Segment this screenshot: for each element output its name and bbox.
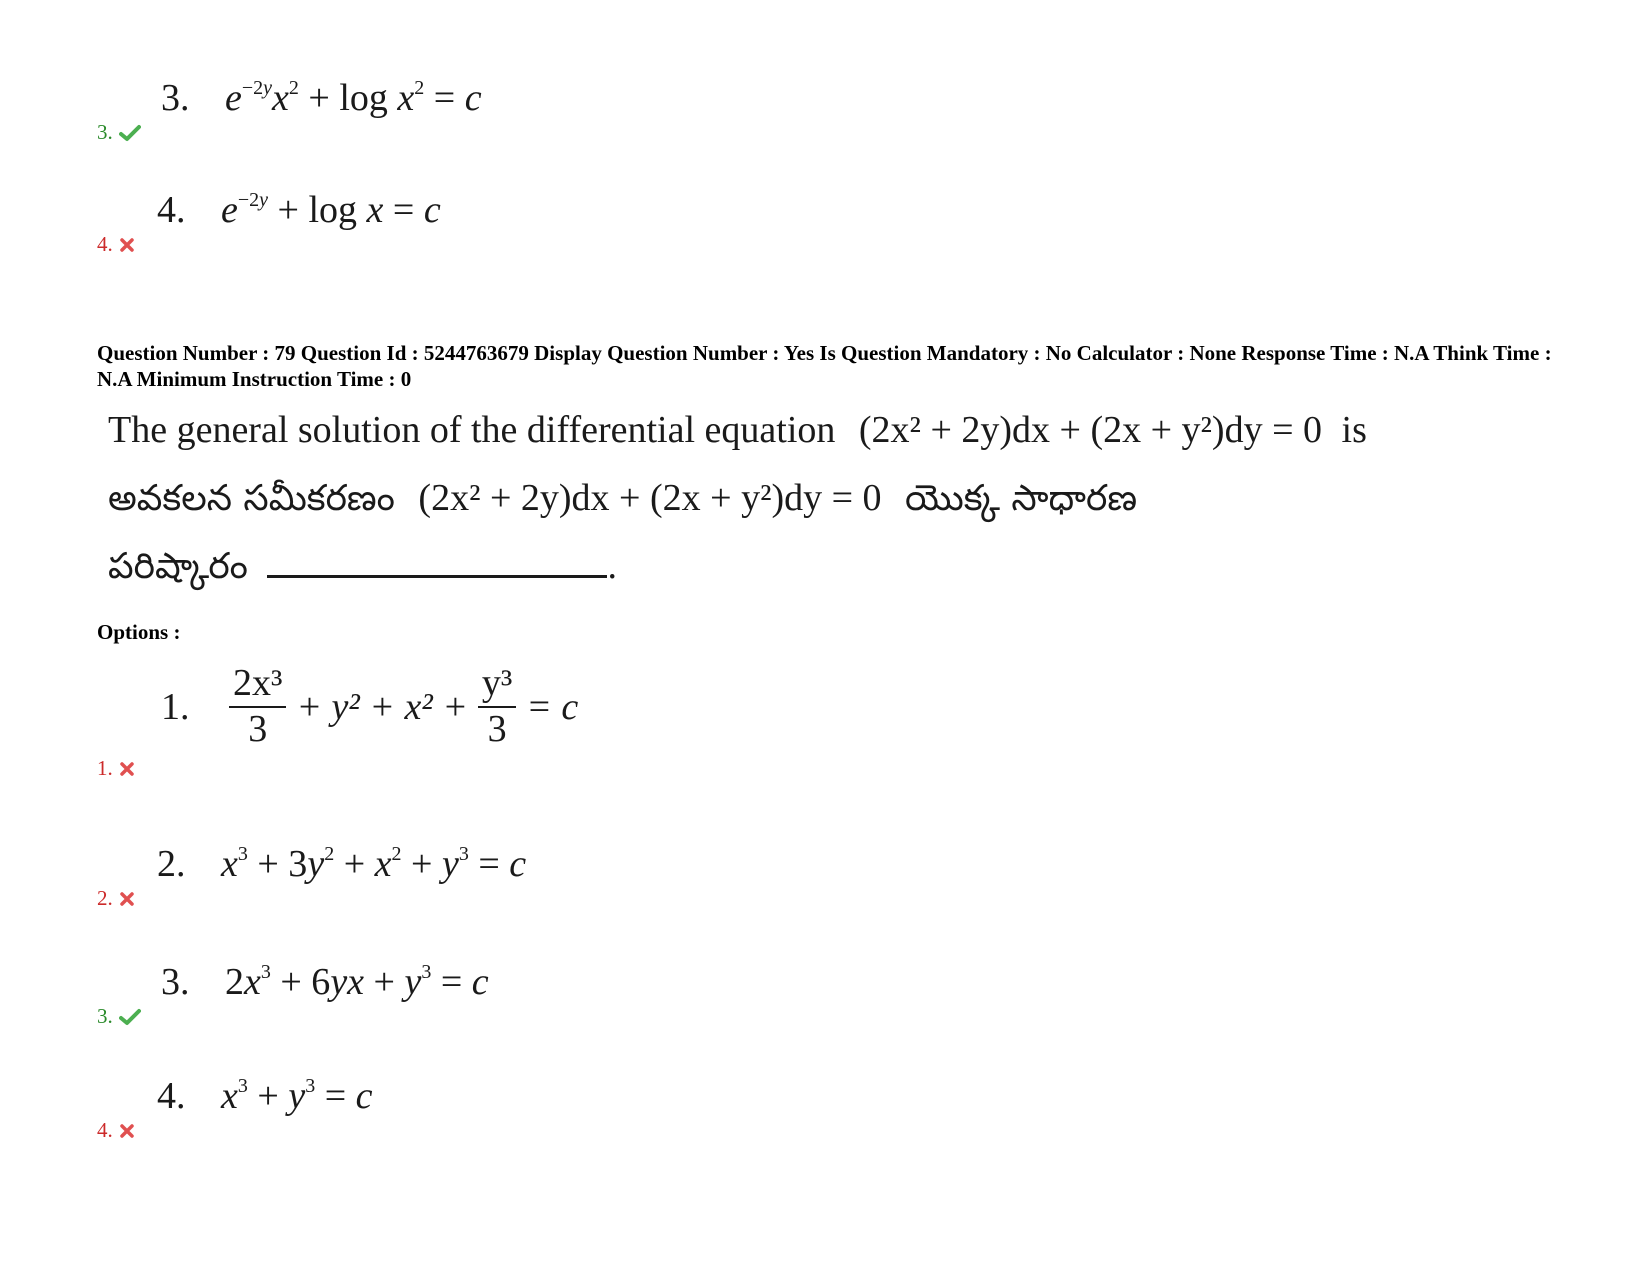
cross-icon	[119, 1123, 135, 1139]
question-text-english	[108, 408, 1367, 452]
option-3-expression	[161, 960, 489, 1004]
option-2	[97, 838, 1297, 918]
option-1-middle: + y² + x² +	[296, 685, 468, 728]
question-english-prefix: The general solution of the differential equation	[108, 409, 836, 451]
option-3-marker-number: 3.	[97, 1004, 113, 1028]
prev-option-3-label: 3.	[161, 77, 190, 119]
option-1-frac2-numerator: y³	[478, 664, 516, 708]
option-1-frac1-numerator: 2x³	[229, 664, 286, 708]
option-3-label: 3.	[161, 961, 190, 1003]
prev-option-4-label: 4.	[157, 189, 186, 231]
option-1-frac1-denominator: 3	[248, 707, 268, 750]
option-4-label: 4.	[157, 1075, 186, 1117]
option-3-math: $2x^3 + 6yx + y^3 = c$	[225, 961, 489, 1003]
prev-option-4-marker	[97, 232, 135, 257]
question-telugu-mid: యొక్క సాధారణ	[905, 478, 1138, 519]
options-label: Options :	[97, 620, 181, 644]
option-3	[97, 960, 1297, 1040]
question-equation-english: (2x² + 2y)dx + (2x + y²)dy = 0	[858, 409, 1323, 451]
option-4-marker-number: 4.	[97, 1118, 113, 1142]
question-meta: Question Number : 79 Question Id : 5244763679 Display Question Number : Yes Is Question Mandatory : No Calculator : None Response Time : N.A Think Time : N.A Minimum Instruction Time : 0	[97, 341, 1552, 391]
option-2-marker-number: 2.	[97, 886, 113, 910]
option-1-marker	[97, 756, 135, 781]
prev-option-3-math: $e^{-2y}x^2 + \log x^2 = c$	[225, 77, 482, 119]
question-text-telugu	[108, 476, 1137, 528]
cross-icon	[119, 761, 135, 777]
question-telugu-line3: పరిష్కారం	[108, 546, 248, 587]
option-2-label: 2.	[157, 843, 186, 885]
question-telugu-prefix: అవకలన సమీకరణం	[108, 478, 395, 519]
prev-option-3-expression	[161, 76, 482, 120]
prev-option-3-marker	[97, 120, 141, 145]
option-1	[97, 660, 1297, 780]
prev-option-4	[97, 182, 1297, 262]
option-3-marker	[97, 1004, 141, 1029]
option-4-marker	[97, 1118, 135, 1143]
prev-option-3	[97, 70, 1297, 150]
cross-icon	[119, 891, 135, 907]
option-2-marker	[97, 886, 135, 911]
question-equation-telugu: (2x² + 2y)dx + (2x + y²)dy = 0	[418, 477, 882, 519]
prev-option-3-marker-number: 3.	[97, 120, 113, 144]
answer-blank	[267, 545, 607, 578]
option-4	[97, 1074, 1297, 1154]
blank-end: .	[607, 545, 617, 587]
question-text-telugu-line3	[108, 544, 617, 596]
prev-option-4-expression	[157, 188, 441, 232]
check-icon	[119, 1008, 141, 1026]
option-1-fraction-1	[229, 664, 286, 750]
prev-option-4-marker-number: 4.	[97, 232, 113, 256]
option-2-expression	[157, 842, 526, 886]
option-4-expression	[157, 1074, 373, 1118]
option-2-math: $x^3 + 3y^2 + x^2 + y^3 = c$	[221, 843, 527, 885]
check-icon	[119, 124, 141, 142]
cross-icon	[119, 237, 135, 253]
question-english-suffix: is	[1341, 409, 1367, 451]
option-1-fraction-2	[478, 664, 516, 750]
option-1-label: 1.	[161, 685, 190, 728]
option-1-marker-number: 1.	[97, 756, 113, 780]
option-1-frac2-denominator: 3	[487, 707, 507, 750]
option-4-math: $x^3 + y^3 = c$	[221, 1075, 373, 1117]
option-1-tail: = c	[526, 685, 579, 728]
option-1-expression	[161, 664, 578, 750]
prev-option-4-math: $e^{-2y} + \log x = c$	[221, 189, 441, 231]
